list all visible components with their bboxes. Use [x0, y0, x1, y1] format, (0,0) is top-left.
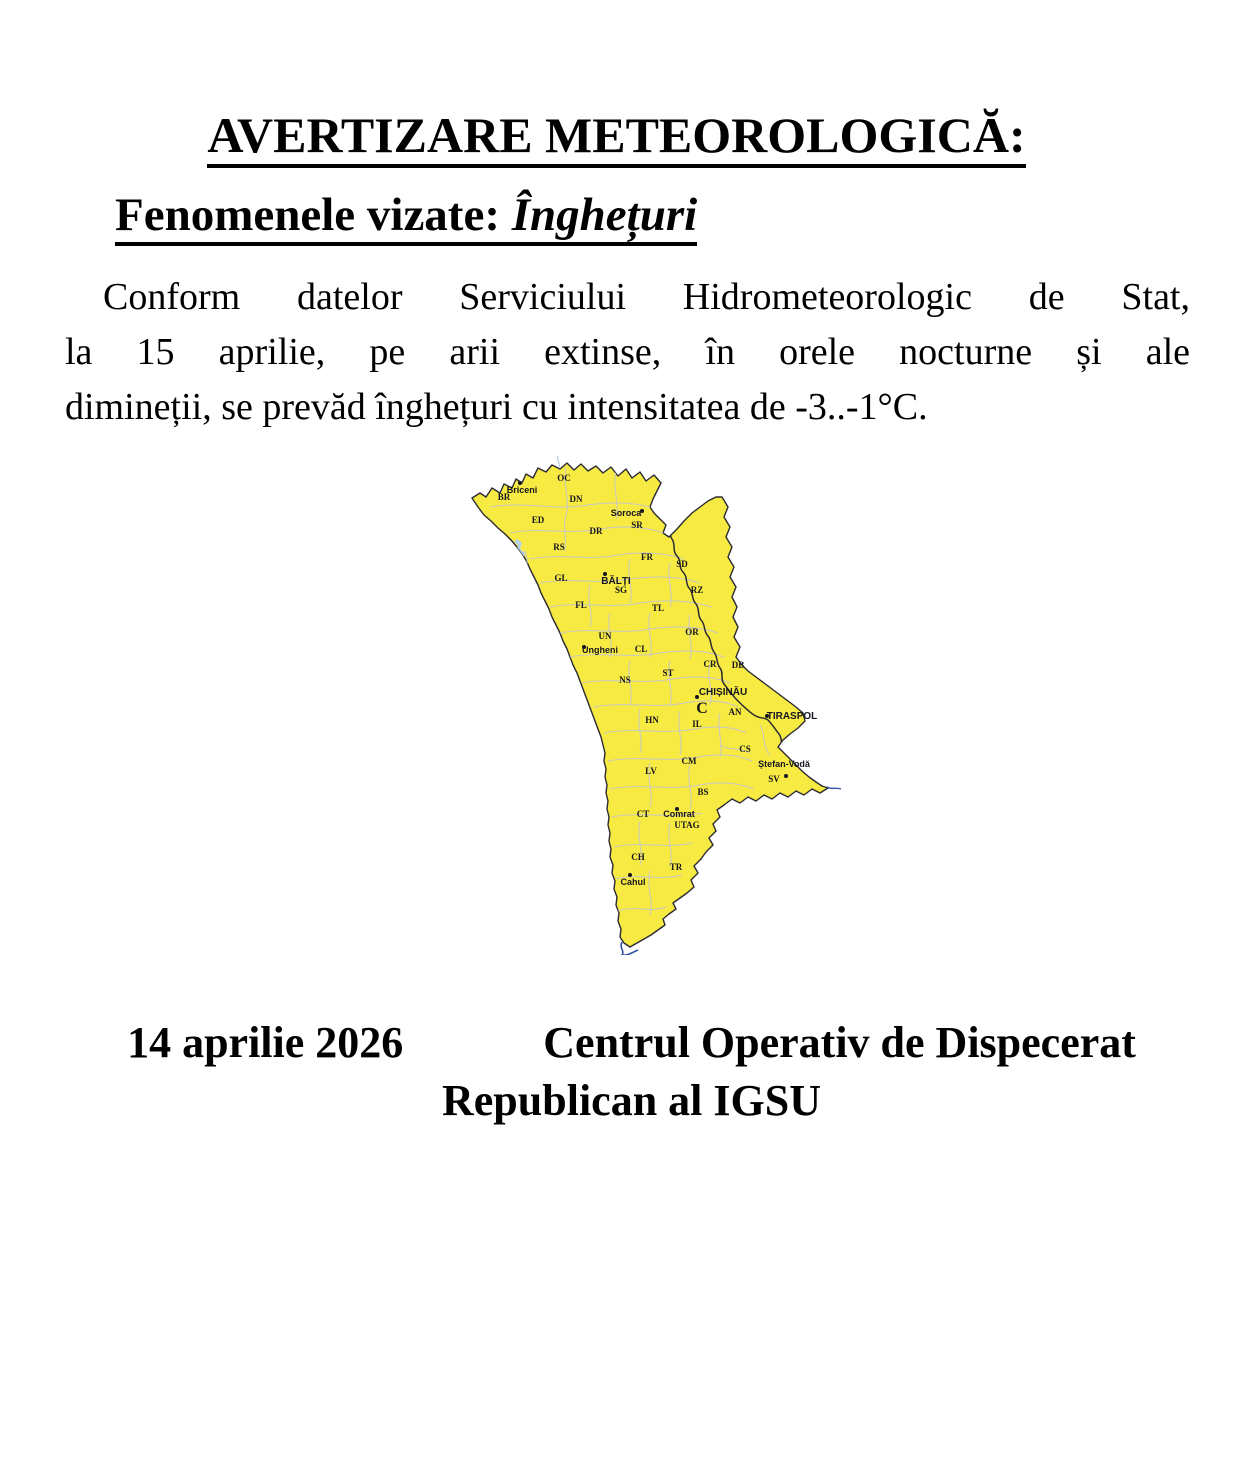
subtitle: [115, 188, 697, 242]
district-code-bs: BS: [697, 787, 709, 797]
city-dot-ștefan-vodă: [784, 774, 788, 778]
city-label-soroca: Soroca: [610, 508, 642, 518]
district-code-fr: FR: [641, 552, 653, 562]
city-label-bălți: BĂLȚI: [601, 576, 631, 587]
footer-line-1: [30, 1014, 1233, 1072]
district-code-or: OR: [685, 627, 699, 637]
district-code-ed: ED: [531, 515, 545, 525]
district-code-fl: FL: [575, 600, 587, 610]
district-code-sv: SV: [768, 774, 780, 784]
footer-org-line-2: Republican al IGSU: [442, 1076, 821, 1125]
city-label-ștefan-vodă: Ștefan-Vodă: [758, 759, 810, 769]
city-label-tiraspol: TIRASPOL: [766, 711, 818, 722]
district-code-gl: GL: [554, 573, 568, 583]
city-label-cahul: Cahul: [620, 877, 646, 887]
district-code-cm: CM: [681, 756, 697, 766]
district-code-br: BR: [497, 492, 511, 502]
district-code-cs: CS: [739, 744, 751, 754]
footer-org-line-1: Centrul Operativ de Dispecerat: [543, 1018, 1136, 1067]
district-code-lv: LV: [645, 766, 657, 776]
district-code-hn: HN: [645, 715, 659, 725]
district-code-an: AN: [728, 707, 742, 717]
district-code-ch: CH: [631, 852, 645, 862]
district-code-tr: TR: [669, 862, 683, 872]
river-segment-north: [558, 456, 560, 468]
district-code-sg: SG: [614, 585, 628, 595]
river-segment-southeast: [827, 787, 841, 789]
footer-line-2: [30, 1072, 1233, 1130]
city-label-comrat: Comrat: [663, 809, 695, 819]
capital-marker-letter: C: [696, 700, 708, 717]
district-code-dn: DN: [569, 494, 583, 504]
district-code-sr: SR: [631, 520, 643, 530]
district-code-cl: CL: [634, 644, 648, 654]
subtitle-label: Fenomenele vizate:: [115, 189, 512, 241]
page-title: [0, 106, 1233, 164]
district-code-oc: OC: [557, 473, 571, 483]
city-label-briceni: Briceni: [506, 485, 538, 495]
district-code-ct: CT: [636, 809, 650, 819]
district-code-st: ST: [662, 668, 674, 678]
city-label-ungheni: Ungheni: [582, 645, 618, 655]
district-code-rs: RS: [553, 542, 565, 552]
district-code-dr: DR: [589, 526, 603, 536]
footer-date: 14 aprilie 2026: [127, 1018, 404, 1067]
paragraph-line-1: Conform datelor Serviciului Hidrometeorologic de Stat,: [103, 276, 1190, 318]
district-code-ns: NS: [619, 675, 631, 685]
moldova-map-svg: [470, 455, 845, 955]
district-code-il: IL: [692, 719, 702, 729]
paragraph-line-3: dimineții, se prevăd înghețuri cu intensitatea de -3..-1°C.: [65, 386, 928, 428]
district-code-rz: RZ: [690, 585, 704, 595]
district-code-sd: SD: [676, 559, 688, 569]
warning-paragraph: [65, 270, 1190, 435]
footer: [0, 1014, 1233, 1130]
paragraph-line-2: la 15 aprilie, pe arii extinse, în orele nocturne și ale: [65, 331, 1190, 373]
city-label-chișinău: CHIȘINĂU: [698, 687, 748, 698]
district-code-db: DB: [731, 660, 745, 670]
district-code-utag: UTAG: [674, 820, 700, 830]
district-code-cr: CR: [703, 659, 717, 669]
district-code-tl: TL: [651, 603, 665, 613]
district-code-un: UN: [598, 631, 612, 641]
subtitle-phenomenon: Înghețuri: [511, 189, 698, 241]
page-title-text: AVERTIZARE METEOROLOGICĂ:: [207, 107, 1025, 168]
moldova-alert-map: [470, 455, 845, 955]
